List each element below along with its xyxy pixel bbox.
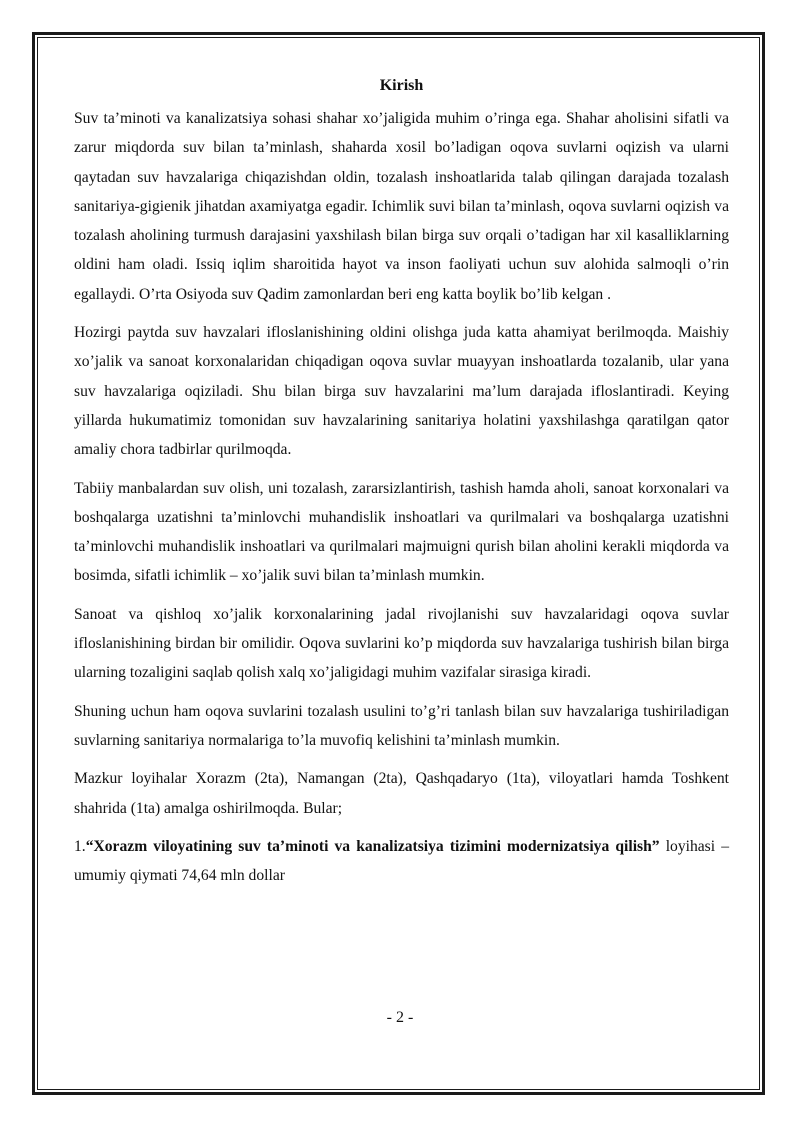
- document-body: [74, 74, 729, 890]
- paragraph-3: Tabiiy manbalardan suv olish, uni tozalash, zararsizlantirish, tashish hamda aholi, sanoat korxonalari va boshqalarga uzatishni ta’minlovchi muhandislik inshoatlari va qurilmalari va boshqalarga uzatishni ta’minlovchi muhandislik inshoatlari va qurilmalari majmuigni qurish bilan aholini kerakli miqdorda va bosimda, sifatli ichimlik – xo’jalik suvi bilan ta’minlash mumkin.: [74, 479, 729, 585]
- page-number: - 2 -: [386, 1009, 414, 1026]
- section-title: Kirish: [379, 77, 424, 94]
- paragraph-4: Sanoat va qishloq xo’jalik korxonalarining jadal rivojlanishi suv havzalaridagi oqova suvlar ifloslanishining birdan bir omilidir. Oqova suvlarini ko’p miqdorda suv havzalariga tushirish bilan birga ularning tozaligini saqlab qolish xalq xo’jaligidagi muhim vazifalar sirasiga kiradi.: [74, 605, 729, 682]
- paragraph-5: Shuning uchun ham oqova suvlarini tozalash usulini to’g’ri tanlash bilan suv havzalariga tushiriladigan suvlarning sanitariya normalariga to’la muvofiq kelishini ta’minlash mumkin.: [74, 702, 729, 749]
- project-item-number: 1.: [74, 837, 86, 855]
- paragraph-6: Mazkur loyihalar Xorazm (2ta), Namangan (2ta), Qashqadaryo (1ta), viloyatlari hamda Toshkent shahrida (1ta) amalga oshirilmoqda. Bular;: [74, 770, 729, 817]
- project-item-title: “Xorazm viloyatining suv ta’minoti va kanalizatsiya tizimini modernizatsiya qilish”: [85, 837, 660, 855]
- paragraph-1: Suv ta’minoti va kanalizatsiya sohasi shahar xo’jaligida muhim o’ringa ega. Shahar aholisini sifatli va zarur miqdorda suv bilan ta’minlash, shaharda xosil bo’ladigan oqova suvlarni oqizish va ularni qaytadan suv havzalariga chiqazishdan oldin, tozalash inshoatlarida talab qilingan darajada tozalash sanitariya-gigienik jihatdan axamiyatga egadir. Ichimlik suvi bilan ta’minlash, oqova suvlarni oqizish va tozalash aholining turmush darajasini yaxshilash bilan birga suv orqali o’tadigan har xil kasalliklarning oldini ham oladi. Issiq iqlim sharoitida hayot va inson faoliyati uchun suv alohida salmoqli o’rin egallaydi. O’rta Osiyoda suv Qadim zamonlardan beri eng katta boylik bo’lib kelgan .: [74, 110, 729, 303]
- project-item-1: [74, 832, 729, 891]
- project-item-description: loyihasi – umumiy qiymati 74,64 mln dollar: [74, 837, 729, 885]
- paragraph-2: Hozirgi paytda suv havzalari ifloslanishining oldini olishga juda katta ahamiyat berilmoqda. Maishiy xo’jalik va sanoat korxonalaridan chiqadigan oqova suvlar muayyan inshoatlarda tozalanib, ular yana suv havzalariga oqiziladi. Shu bilan birga suv havzalarini ma’lum darajada ifloslantiradi. Keying yillarda hukumatimiz tomonidan suv havzalarining sanitariya holatini yaxshilashga qaratilgan qator amaliy chora tadbirlar qurilmoqda.: [74, 324, 729, 459]
